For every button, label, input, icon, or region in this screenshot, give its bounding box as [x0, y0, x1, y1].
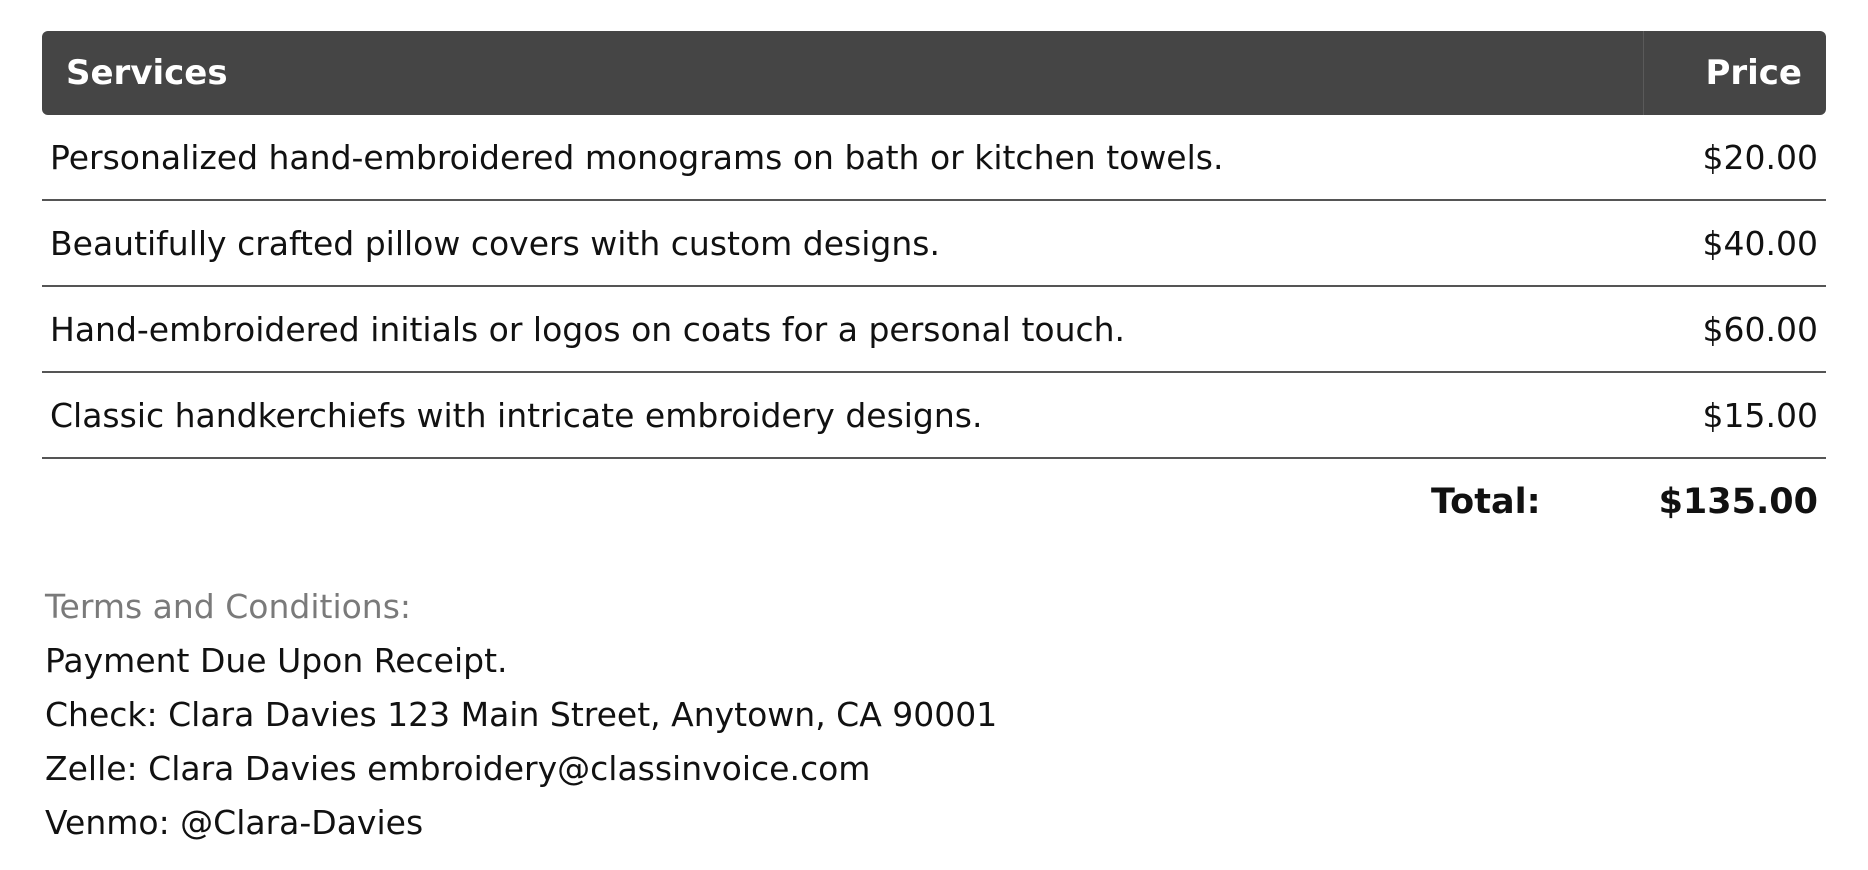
terms-heading: Terms and Conditions: — [45, 587, 412, 626]
header-divider — [1643, 31, 1644, 115]
service-price: $60.00 — [1702, 309, 1818, 349]
header-price: Price — [1705, 53, 1802, 93]
terms-line-venmo: Venmo: @Clara-Davies — [45, 803, 424, 842]
terms-line-payment: Payment Due Upon Receipt. — [45, 641, 508, 680]
header-services: Services — [66, 53, 228, 93]
services-table — [42, 31, 1826, 545]
service-price: $15.00 — [1702, 395, 1818, 435]
total-label: Total: — [1430, 482, 1541, 522]
service-description: Hand-embroidered initials or logos on coats for a personal touch. — [50, 309, 1126, 349]
service-price: $20.00 — [1702, 137, 1818, 177]
table-row — [42, 201, 1826, 287]
terms-section — [45, 580, 997, 850]
table-header — [42, 31, 1826, 115]
terms-line-check: Check: Clara Davies 123 Main Street, Anytown, CA 90001 — [45, 695, 998, 734]
total-row — [42, 459, 1826, 545]
service-price: $40.00 — [1702, 223, 1818, 263]
service-description: Classic handkerchiefs with intricate embroidery designs. — [50, 395, 983, 435]
service-description: Personalized hand-embroidered monograms on bath or kitchen towels. — [50, 137, 1224, 177]
table-row — [42, 115, 1826, 201]
total-value: $135.00 — [1658, 482, 1818, 522]
table-row — [42, 287, 1826, 373]
service-description: Beautifully crafted pillow covers with custom designs. — [50, 223, 940, 263]
terms-line-zelle: Zelle: Clara Davies embroidery@classinvoice.com — [45, 749, 871, 788]
table-row — [42, 373, 1826, 459]
